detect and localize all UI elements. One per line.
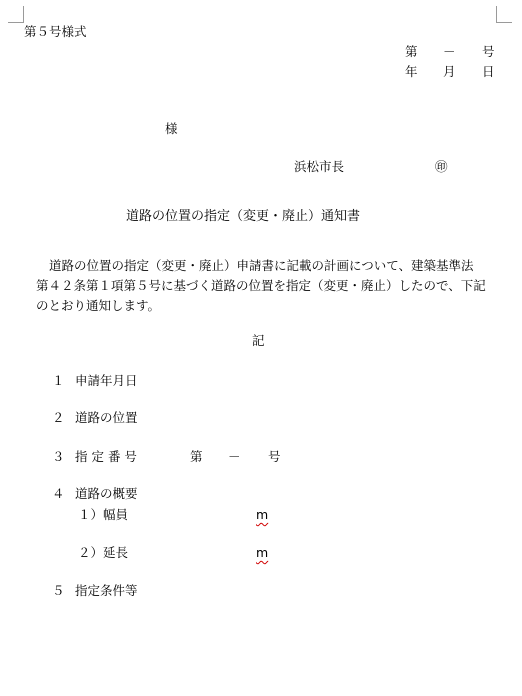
sender-name: 浜松市長 [294, 159, 345, 174]
item-1-num: １ [52, 373, 65, 388]
ki-heading: 記 [252, 333, 265, 348]
item-4-num: ４ [52, 486, 65, 501]
subitem-width-label: １）幅員 [78, 507, 129, 522]
body-line-3: のとおり通知します。 [36, 298, 161, 313]
ref-dash: － [443, 44, 456, 59]
item-1-label: 申請年月日 [75, 373, 138, 388]
item-5-label: 指定条件等 [75, 583, 138, 598]
item-4-label: 道路の概要 [75, 486, 138, 501]
ref-go: 号 [482, 44, 495, 59]
body-line-2: 第４２条第１項第５号に基づく道路の位置を指定（変更・廃止）したので、下記 [36, 278, 486, 293]
crop-mark-tr-horizontal [496, 22, 512, 23]
item-3-dash: － [228, 449, 241, 464]
date-month: 月 [443, 64, 456, 79]
seal-mark: ㊞ [435, 159, 448, 174]
item-5-num: ５ [52, 583, 65, 598]
item-3-dai: 第 [190, 449, 203, 464]
subitem-width-unit: m [256, 507, 269, 522]
ref-dai: 第 [405, 44, 418, 59]
date-year: 年 [405, 64, 418, 79]
crop-mark-tr-vertical [496, 6, 497, 22]
crop-mark-tl-horizontal [8, 22, 24, 23]
item-3-go: 号 [268, 449, 281, 464]
subitem-length-unit: m [256, 545, 269, 560]
form-number: 第５号様式 [24, 24, 87, 39]
document-title: 道路の位置の指定（変更・廃止）通知書 [126, 209, 361, 224]
crop-mark-tl-vertical [23, 6, 24, 22]
body-line-1: 道路の位置の指定（変更・廃止）申請書に記載の計画について、建築基準法 [49, 258, 474, 273]
body-paragraph [36, 256, 496, 316]
item-3-num: ３ [52, 449, 65, 464]
item-2-label: 道路の位置 [75, 410, 138, 425]
subitem-length-label: ２）延長 [78, 545, 129, 560]
item-3-label: 指 定 番 号 [75, 449, 137, 464]
date-day: 日 [482, 64, 495, 79]
recipient-suffix: 様 [165, 121, 178, 136]
item-2-num: ２ [52, 410, 65, 425]
